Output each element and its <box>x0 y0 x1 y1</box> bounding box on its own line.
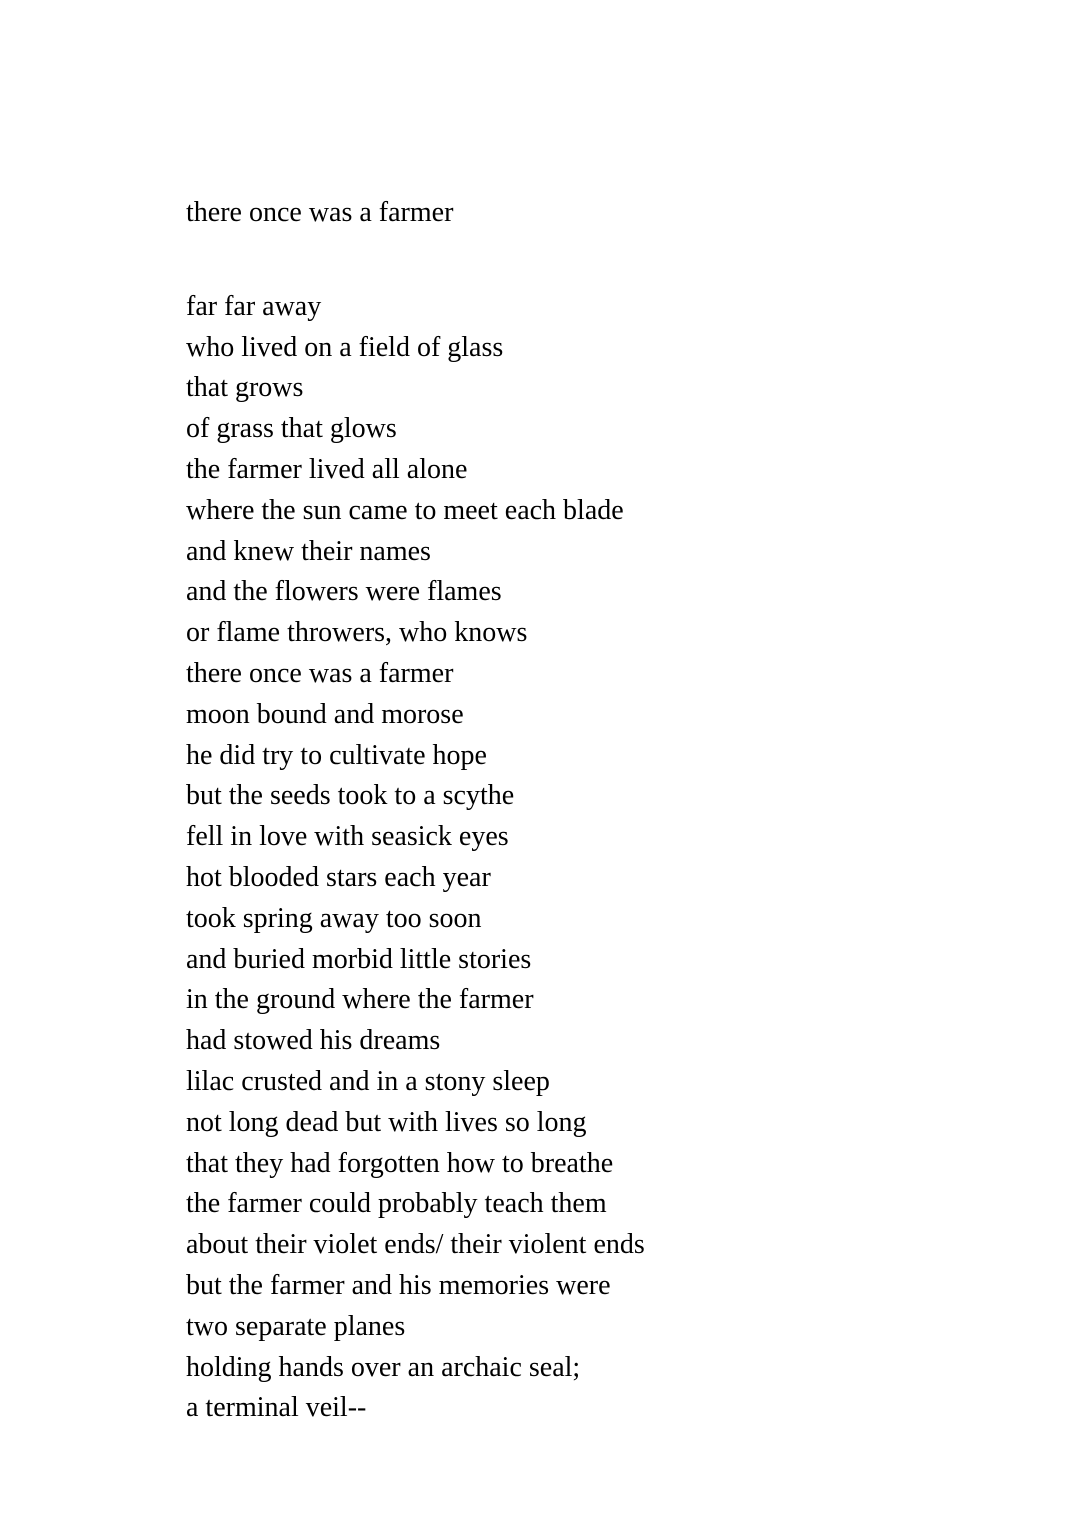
poem-line: and buried morbid little stories <box>186 943 532 975</box>
poem-line: in the ground where the farmer <box>186 984 534 1016</box>
poem-line: the farmer could probably teach them <box>186 1188 607 1220</box>
poem-line: had stowed his dreams <box>186 1025 441 1057</box>
poem-line: far far away <box>186 290 322 322</box>
poem-line: that grows <box>186 372 304 404</box>
poem-line: where the sun came to meet each blade <box>186 494 624 526</box>
poem-line: or flame throwers, who knows <box>186 617 528 649</box>
poem-opening-line: there once was a farmer <box>186 197 454 228</box>
poem-line: but the farmer and his memories were <box>186 1269 611 1301</box>
poem-line: moon bound and morose <box>186 698 464 730</box>
poem-line: two separate planes <box>186 1310 406 1342</box>
poem-line: lilac crusted and in a stony sleep <box>186 1065 550 1097</box>
poem-line: who lived on a field of glass <box>186 331 504 363</box>
poem-line: of grass that glows <box>186 413 397 445</box>
poem-stanza <box>186 287 645 1429</box>
poem-line: hot blooded stars each year <box>186 861 491 893</box>
poem-line: but the seeds took to a scythe <box>186 780 515 812</box>
poem-line: and knew their names <box>186 535 431 567</box>
poem-body <box>186 193 645 1429</box>
poem-line: and the flowers were flames <box>186 576 502 608</box>
poem-line: about their violet ends/ their violent ends <box>186 1229 645 1261</box>
poem-line: not long dead but with lives so long <box>186 1106 587 1138</box>
poem-line: that they had forgotten how to breathe <box>186 1147 614 1179</box>
poem-line: a terminal veil-- <box>186 1392 367 1424</box>
poem-line: took spring away too soon <box>186 902 482 934</box>
poem-line: fell in love with seasick eyes <box>186 821 509 853</box>
poem-line: holding hands over an archaic seal; <box>186 1351 581 1383</box>
poem-line: the farmer lived all alone <box>186 453 468 485</box>
poem-line: he did try to cultivate hope <box>186 739 487 771</box>
poem-line: there once was a farmer <box>186 657 454 689</box>
